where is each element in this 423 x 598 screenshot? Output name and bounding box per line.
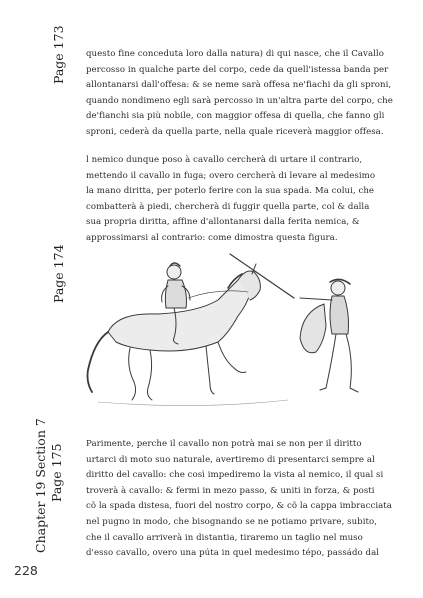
text-line: combatterà à piedi, chercherà di fuggir quella parte, col & dalla	[86, 201, 370, 212]
text-line: d'esso cavallo, overo una púta in quel medesimo tépo, passádo dal	[86, 548, 380, 559]
text-line: che il cavallo arriverà in distantia, tiraremo un taglio nel muso	[86, 532, 363, 543]
text-line: Parimente, perche il cavallo non potrà mai se non per il diritto	[86, 439, 362, 449]
text-line: urtarci di moto suo naturale, avertiremo di presentarci sempre al	[86, 454, 375, 465]
paragraph-2	[86, 153, 386, 247]
margin-page-173: Page 173	[51, 25, 66, 84]
page-number: 228	[14, 563, 38, 578]
text-line: cõ la spada distesa, fuori del nostro corpo, & cõ la cappa imbracciata	[86, 501, 392, 512]
margin-chapter-section: Chapter 19 Section 7	[33, 418, 48, 553]
text-line: mettendo il cavallo in fuga; overo cercherà di levare al medesimo	[86, 170, 376, 181]
text-line: diritto del cavallo: che così impediremo la vista al nemico, il qual si	[86, 470, 384, 481]
text-line: sproni, cederà da quella parte, nella quale riceverà maggior offesa.	[86, 126, 384, 137]
text-line: troverà à cavallo: & fermi in mezo passo, & uniti in forza, & posti	[86, 485, 375, 496]
text-line: quando nondimeno egli sarà percosso in un'altra parte del corpo, che	[86, 95, 393, 106]
text-line: sua propria diritta, affine d'allontanarsi dalla ferita nemica, &	[86, 217, 360, 228]
text-line: allontanarsi dall'offesa: & se neme sarà offesa ne'fiachi da gli sproni,	[86, 80, 392, 91]
text-line: approssimarsi al contrario: come dimostra questa figura.	[86, 232, 338, 243]
text-line: percosso in qualche parte del corpo, cede da quell'istessa banda per	[86, 64, 389, 75]
text-line: questo fine conceduta loro dalla natura) di qui nasce, che il Cavallo	[86, 49, 384, 59]
text-line: nel pugno in modo, che bisognando se ne potiamo privare, subito,	[86, 516, 378, 527]
margin-page-175: Page 175	[49, 443, 64, 502]
margin-page-174: Page 174	[51, 244, 66, 303]
text-line: de'fianchi sia più nobile, con maggior offesa di quella, che fanno gli	[86, 111, 385, 122]
paragraph-1	[86, 47, 393, 141]
text-line: la mano diritta, per poterlo ferire con la sua spada. Ma colui, che	[86, 186, 375, 197]
horseman-vs-swordsman-illustration	[78, 242, 378, 417]
text-line: l nemico dunque poso à cavallo cercherà di urtare il contrario,	[86, 155, 363, 165]
paragraph-3	[86, 437, 392, 562]
